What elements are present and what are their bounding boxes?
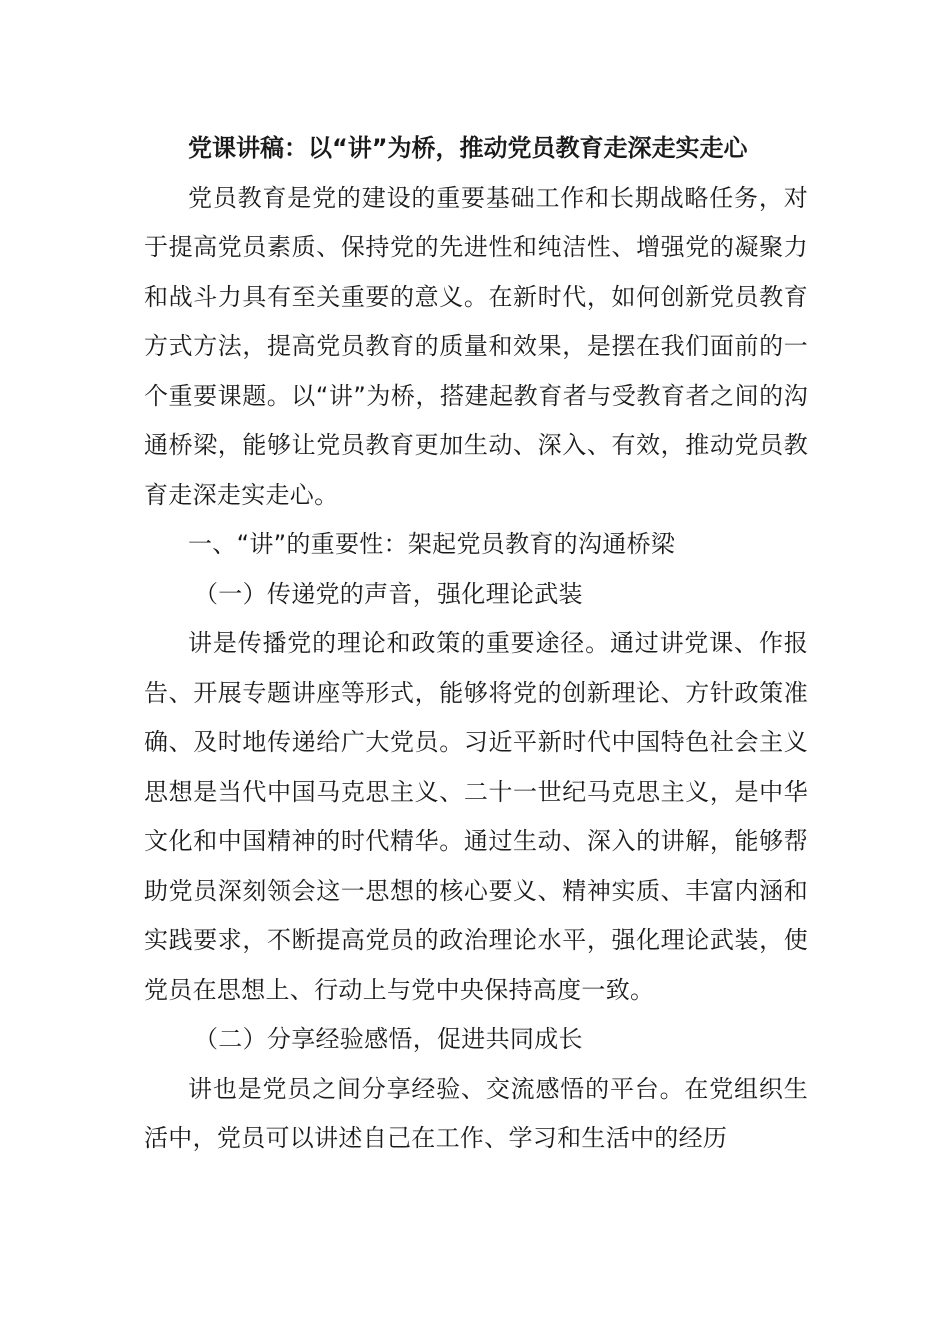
subsection-2-heading: （二）分享经验感悟，促进共同成长: [194, 1025, 583, 1053]
document-body: [144, 124, 808, 1164]
document-title: 党课讲稿：以“讲”为桥，推动党员教育走深走实走心: [188, 134, 748, 162]
subsection-1-paragraph: 讲是传播党的理论和政策的重要途径。通过讲党课、作报告、开展专题讲座等形式，能够将党的创新理论、方针政策准确、及时地传递给广大党员。习近平新时代中国特色社会主义思想是当代中国马克思主义、二十一世纪马克思主义，是中华文化和中国精神的时代精华。通过生动、深入的讲解，能够帮助党员深刻领会这一思想的核心要义、精神实质、丰富内涵和实践要求，不断提高党员的政治理论水平，强化理论武装，使党员在思想上、行动上与党中央保持高度一致。: [144, 629, 808, 1004]
subsection-2-paragraph: 讲也是党员之间分享经验、交流感悟的平台。在党组织生活中，党员可以讲述自己在工作、学习和生活中的经历: [144, 1074, 808, 1152]
intro-paragraph: 党员教育是党的建设的重要基础工作和长期战略任务，对于提高党员素质、保持党的先进性和纯洁性、增强党的凝聚力和战斗力具有至关重要的意义。在新时代，如何创新党员教育方式方法，提高党员教育的质量和效果，是摆在我们面前的一个重要课题。以“讲”为桥，搭建起教育者与受教育者之间的沟通桥梁，能够让党员教育更加生动、深入、有效，推动党员教育走深走实走心。: [144, 183, 808, 509]
subsection-1-heading: （一）传递党的声音，强化理论武装: [194, 579, 583, 608]
section-1-heading: 一、“讲”的重要性：架起党员教育的沟通桥梁: [188, 530, 676, 558]
